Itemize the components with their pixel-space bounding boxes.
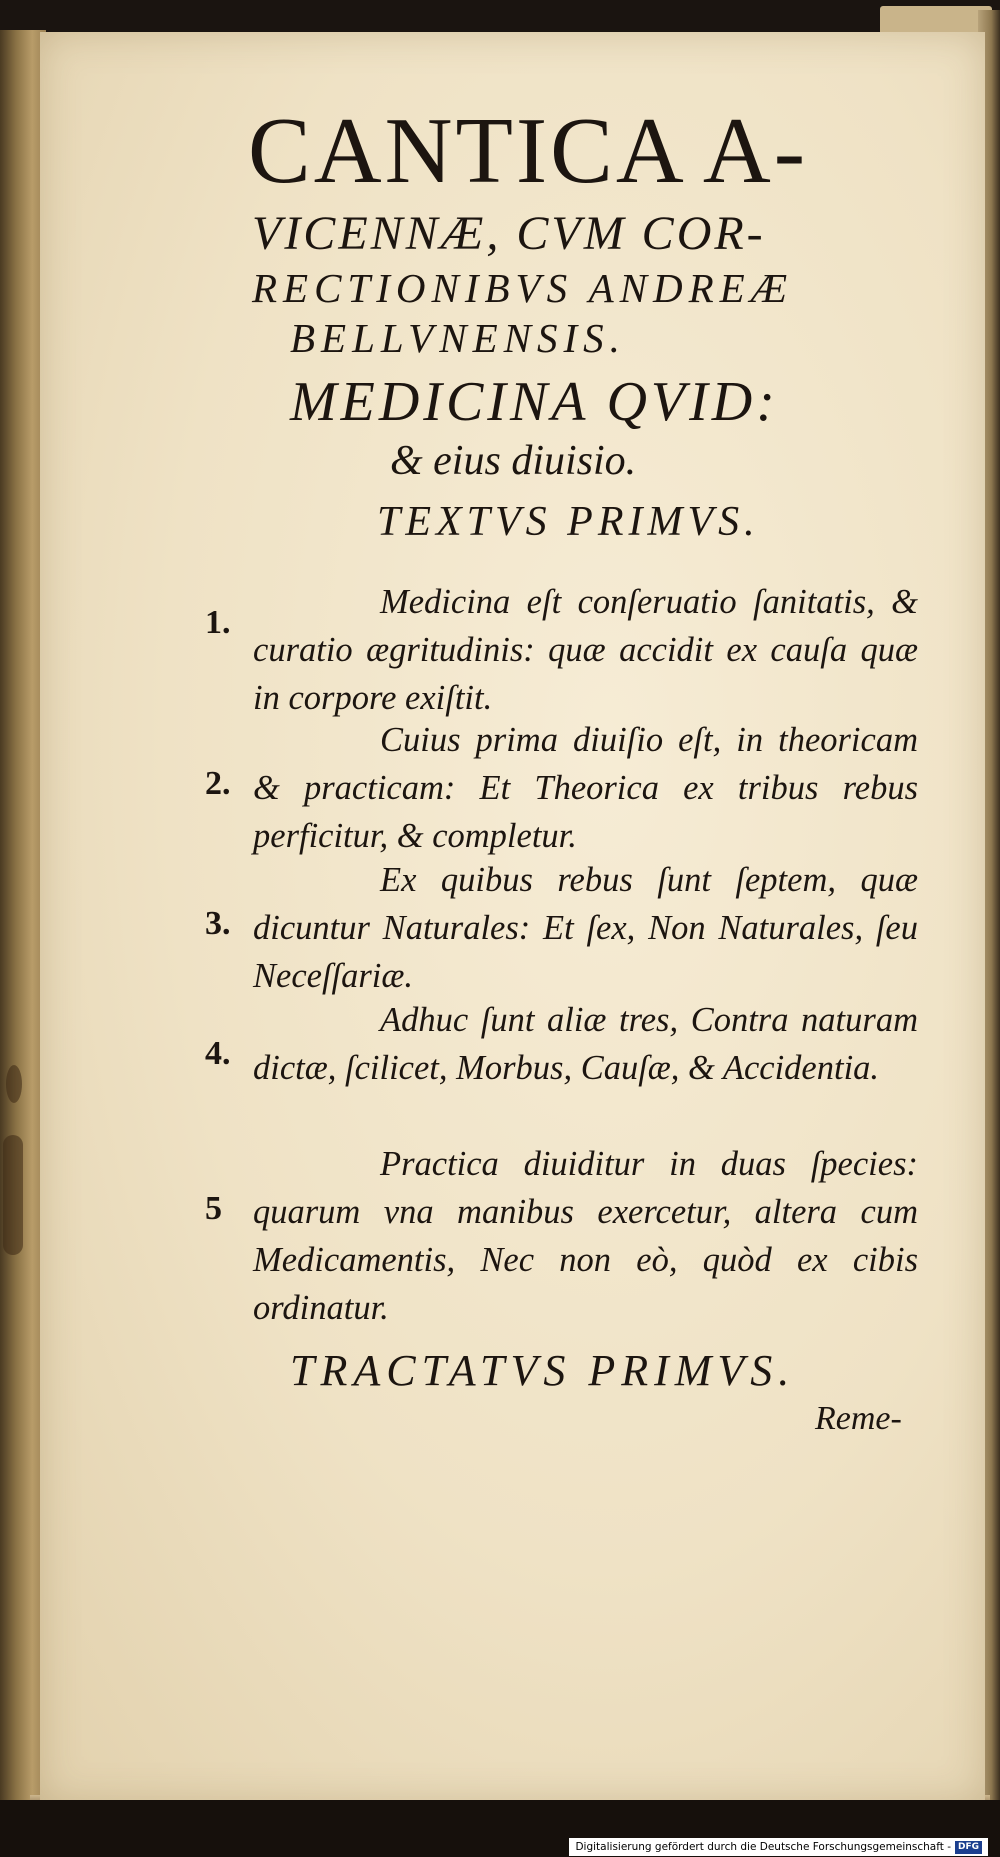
paragraph: Medicina eſt conſeruatio ſanitatis, & curatio ægritudinis: quæ accidit ex cauſa quæ in corpore exiſtit. <box>253 583 918 717</box>
paragraph-number: 4. <box>205 1035 231 1072</box>
paragraph: Ex quibus rebus ſunt ſeptem, quæ dicuntur Naturales: Et ſex, Non Naturales, ſeu Neceſſariæ. <box>253 861 918 995</box>
section-subheading: & eius diuisio. <box>390 438 637 484</box>
tractatus-heading: TRACTATVS PRIMVS. <box>290 1346 796 1395</box>
paragraph-number: 5 <box>205 1190 222 1227</box>
paragraph-number: 1. <box>205 604 231 641</box>
paragraph-number: 2. <box>205 765 231 802</box>
paragraph: Adhuc ſunt aliæ tres, Contra naturam dictæ, ſcilicet, Morbus, Cauſæ, & Accidentia. <box>253 1001 918 1087</box>
text-heading: TEXTVS PRIMVS. <box>377 499 760 545</box>
digitization-footer <box>569 1838 988 1856</box>
title-line-2: VICENNÆ, CVM COR- <box>252 207 766 260</box>
dfg-logo: DFG <box>955 1841 982 1854</box>
paragraph: Cuius prima diuiſio eſt, in theoricam & practicam: Et Theorica ex tribus rebus perficitur, & completur. <box>253 721 918 855</box>
title-line-3: RECTIONIBVS ANDREÆ <box>252 265 794 311</box>
margin-stain <box>3 1135 23 1255</box>
paragraph-number: 3. <box>205 905 231 942</box>
title-line-4: BELLVNENSIS. <box>290 315 626 361</box>
catchword: Reme- <box>815 1400 902 1437</box>
section-heading: MEDICINA QVID: <box>290 371 779 433</box>
title-line-1: CANTICA A- <box>248 99 809 203</box>
footer-text: Digitalisierung gefördert durch die Deutsche Forschungsgemeinschaft - <box>575 1841 951 1853</box>
margin-stain <box>6 1065 22 1103</box>
paragraph: Practica diuiditur in duas ſpecies: quarum vna manibus exercetur, altera cum Medicamentis, Nec non eò, quòd ex cibis ordinatur. <box>253 1145 918 1327</box>
